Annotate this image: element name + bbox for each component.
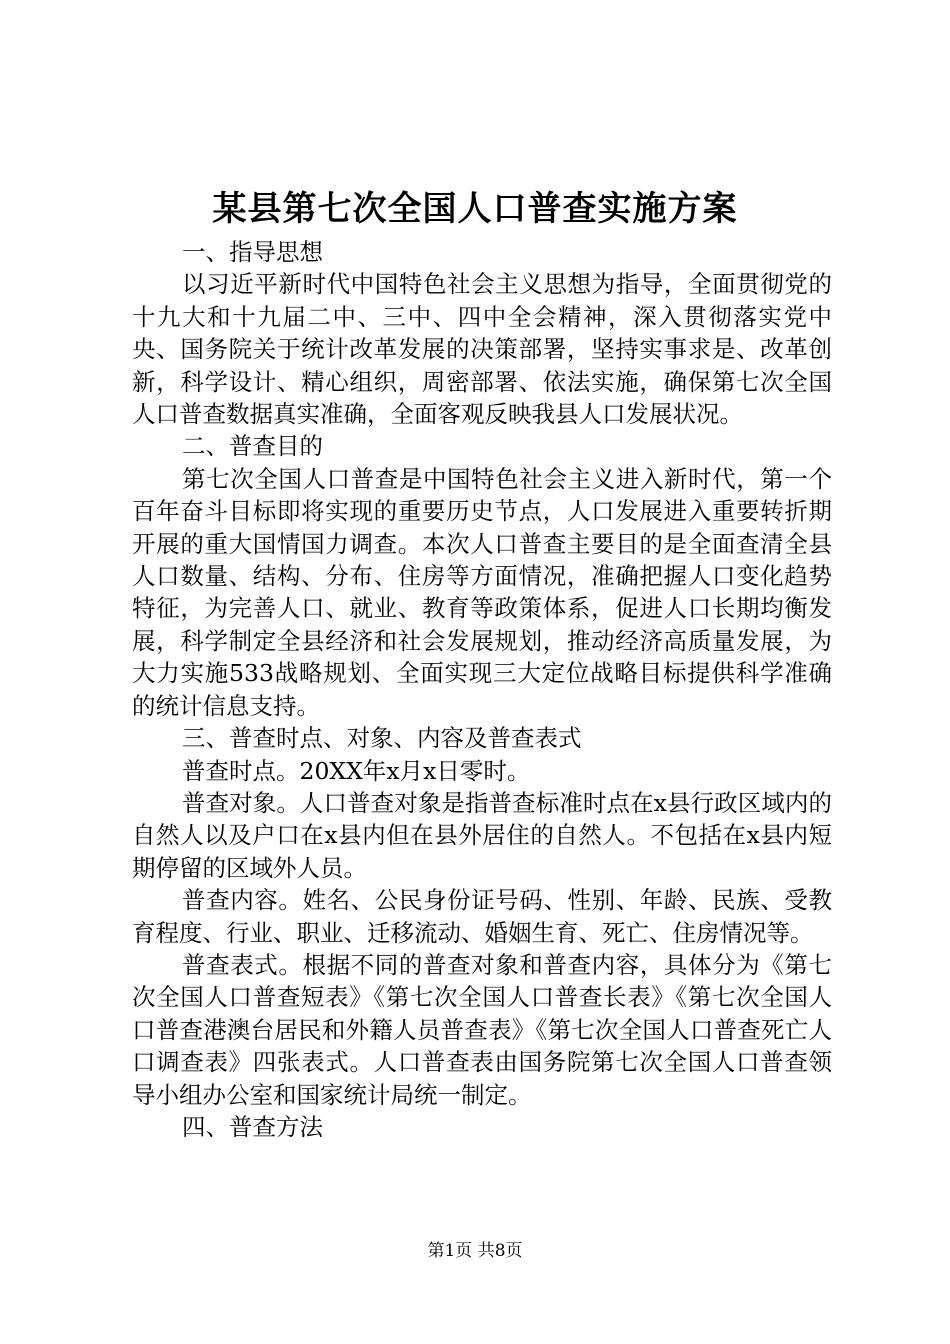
section-heading: 四、普查方法 [182, 1112, 323, 1141]
section-heading: 三、普查时点、对象、内容及普查表式 [182, 724, 582, 753]
body-paragraph: 普查内容。姓名、公民身份证号码、性别、年龄、民族、受教育程度、行业、职业、迁移流动、婚姻生育、死亡、住房情况等。 [132, 886, 832, 947]
document-body [132, 236, 832, 1143]
section-heading: 一、指导思想 [182, 238, 323, 266]
body-paragraph: 普查表式。根据不同的普查对象和普查内容，具体分为《第七次全国人口普查短表》《第七次全国人口普查长表》《第七次全国人口普查港澳台居民和外籍人员普查表》《第七次全国人口普查死亡人口调查表》四张表式。人口普查表由国务院第七次全国人口普查领导小组办公室和国家统计局统一制定。 [132, 950, 832, 1109]
document-title: 某县第七次全国人口普查实施方案 [212, 189, 738, 229]
body-paragraph: 第七次全国人口普查是中国特色社会主义进入新时代，第一个百年奋斗目标即将实现的重要历史节点，人口发展进入重要转折期开展的重大国情国力调查。本次人口普查主要目的是全面查清全县人口数量、结构、分布、住房等方面情况，准确把握人口变化趋势特征，为完善人口、就业、教育等政策体系，促进人口长期均衡发展，科学制定全县经济和社会发展规划，推动经济高质量发展，为大力实施533战略规划、全面实现三大定位战略目标提供科学准确的统计信息支持。 [132, 464, 832, 720]
section-heading: 二、普查目的 [182, 432, 323, 461]
page-number-footer: 第1页 共8页 [427, 1241, 523, 1261]
body-paragraph: 普查对象。人口普查对象是指普查标准时点在x县行政区域内的自然人以及户口在x县内但在县外居住的自然人。不包括在x县内短期停留的区域外人员。 [132, 788, 832, 882]
body-paragraph: 以习近平新时代中国特色社会主义思想为指导，全面贯彻党的十九大和十九届二中、三中、四中全会精神，深入贯彻落实党中央、国务院关于统计改革发展的决策部署，坚持实事求是、改革创新，科学设计、精心组织，周密部署、依法实施，确保第七次全国人口普查数据真实准确，全面客观反映我县人口发展状况。 [132, 270, 832, 429]
body-paragraph: 普查时点。20XX年x月x日零时。 [182, 756, 531, 785]
